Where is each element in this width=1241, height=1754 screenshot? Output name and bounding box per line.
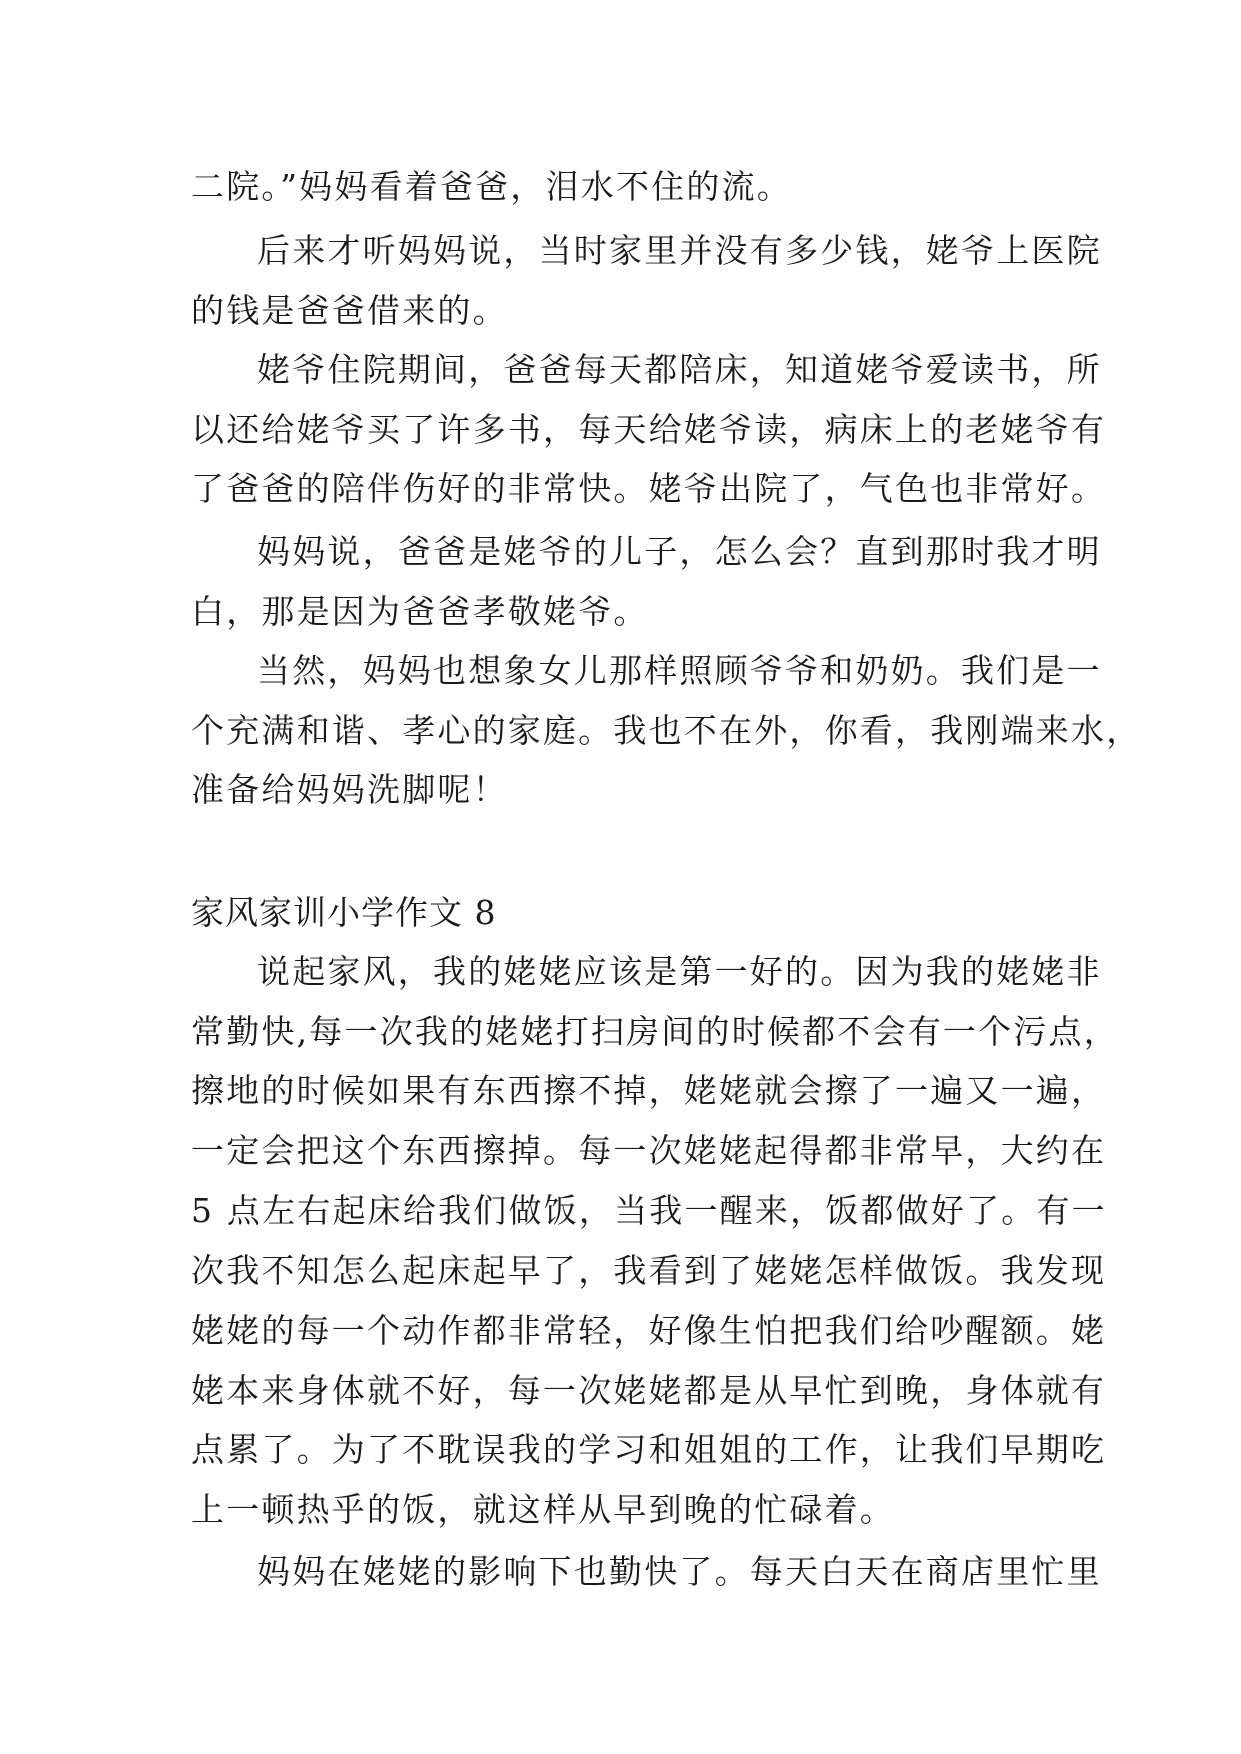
text-line: 个充满和谐、孝心的家庭。我也不在外，你看，我刚端来水，: [191, 711, 1142, 750]
paragraph-start: 后来才听妈妈说，当时家里并没有多少钱，姥爷上医院: [257, 231, 1102, 270]
text-line: 以还给姥爷买了许多书，每天给姥爷读，病床上的老姥爷有: [191, 410, 1107, 449]
text-line: 姥姥的每一个动作都非常轻，好像生怕把我们给吵醒额。姥: [191, 1311, 1107, 1350]
section-title: 家风家训小学作文 8: [191, 893, 497, 932]
text-line: 的钱是爸爸借来的。: [191, 291, 508, 330]
text-line: 5 点左右起床给我们做饭，当我一醒来，饭都做好了。有一: [191, 1191, 1107, 1230]
paragraph-start: 姥爷住院期间，爸爸每天都陪床，知道姥爷爱读书，所: [257, 350, 1102, 389]
text-line: 次我不知怎么起床起早了，我看到了姥姥怎样做饭。我发现: [191, 1251, 1107, 1290]
text-line: 白，那是因为爸爸孝敬姥爷。: [191, 592, 649, 631]
paragraph-start: 说起家风，我的姥姥应该是第一好的。因为我的姥姥非: [257, 952, 1102, 991]
text-line: 擦地的时候如果有东西擦不掉，姥姥就会擦了一遍又一遍，: [191, 1071, 1107, 1110]
text-line: 二院。”妈妈看着爸爸，泪水不住的流。: [191, 167, 792, 206]
paragraph-start: 妈妈在姥姥的影响下也勤快了。每天白天在商店里忙里: [257, 1552, 1102, 1591]
text-line: 了爸爸的陪伴伤好的非常快。姥爷出院了，气色也非常好。: [191, 469, 1107, 508]
text-line: 常勤快,每一次我的姥姥打扫房间的时候都不会有一个污点，: [191, 1012, 1119, 1051]
text-line: 点累了。为了不耽误我的学习和姐姐的工作，让我们早期吃: [191, 1430, 1107, 1469]
text-line: 准备给妈妈洗脚呢！: [191, 770, 508, 809]
text-line: 上一顿热乎的饭，就这样从早到晚的忙碌着。: [191, 1490, 895, 1529]
text-line: 姥本来身体就不好，每一次姥姥都是从早忙到晚，身体就有: [191, 1371, 1107, 1410]
paragraph-start: 当然，妈妈也想象女儿那样照顾爷爷和奶奶。我们是一: [257, 651, 1102, 690]
paragraph-start: 妈妈说，爸爸是姥爷的儿子，怎么会？直到那时我才明: [257, 532, 1102, 571]
text-line: 一定会把这个东西擦掉。每一次姥姥起得都非常早，大约在: [191, 1131, 1107, 1170]
